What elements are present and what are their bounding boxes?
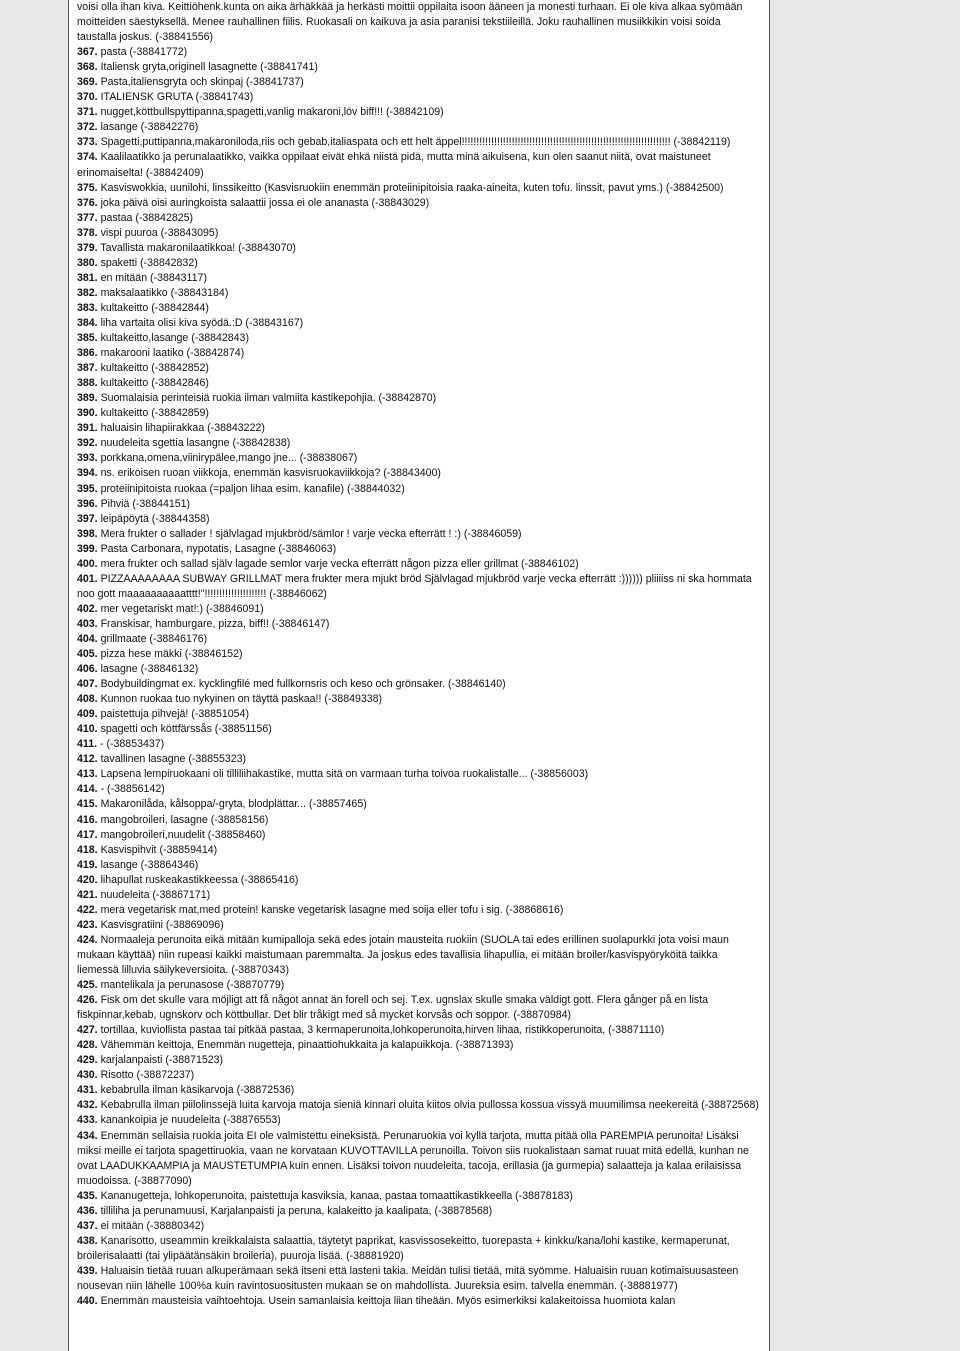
entry-text: Kasvisgratiini (-38869096) [97, 918, 224, 931]
entry-text: Kasvispihvit (-38859414) [97, 843, 218, 856]
entry-number: 380. [77, 256, 98, 269]
list-item [77, 1068, 762, 1083]
entry-text: tortillaa, kuviollista pastaa tai pitkää pastaa, 3 kermaperunoita,lohkoperunoita,hirven lihaa, ristikkoperunoita, (-38871110) [97, 1024, 665, 1037]
entry-number: 388. [77, 377, 98, 390]
list-item [77, 888, 762, 903]
entry-number: 416. [77, 813, 98, 826]
list-item [77, 1294, 762, 1309]
entry-number: 418. [77, 843, 98, 856]
entry-text: Pasta Carbonara, nypotatis, Lasagne (-38846063) [97, 542, 337, 555]
list-item [77, 1113, 762, 1128]
entry-text: kultakeitto (-38842844) [97, 301, 209, 314]
entry-text: Risotto (-38872237) [97, 1069, 195, 1082]
list-item [77, 196, 762, 211]
list-item [77, 497, 762, 512]
list-item [77, 271, 762, 286]
entry-text: ns. erikoisen ruoan viikkoja, enemmän kasvisruokaviikkoja? (-38843400) [97, 467, 441, 480]
entry-number: 429. [77, 1054, 98, 1067]
entry-number: 399. [77, 542, 98, 555]
list-item [77, 843, 762, 858]
entry-text: Franskisar, hamburgare, pizza, biff!! (-38846147) [97, 617, 330, 630]
entry-text: liha vartaita olisi kiva syödä.:D (-38843167) [97, 316, 304, 329]
entry-number: 400. [77, 557, 98, 570]
list-item [77, 256, 762, 271]
entry-text: - (-38856142) [97, 783, 165, 796]
list-item [77, 813, 762, 828]
entry-text: Spagetti,puttipanna,makaroniloda,riis och gebab,italiaspata och ett helt äppel!!!!!!!!!!!!!!!!!!!!!!!!!!!!!!!!!!!!!!!!!!!!!!!!!!!!!!!!!!!!!!!!!!!!!!! (-38842119) [97, 136, 731, 149]
entry-text: vispi puuroa (-38843095) [97, 226, 219, 239]
entry-number: 433. [77, 1114, 98, 1127]
entry-text: tilliliha ja perunamuusi, Karjalanpaisti ja peruna, kalakeitto ja kaalipata, (-38878568) [97, 1204, 493, 1217]
entry-number: 394. [77, 467, 98, 480]
entry-number: 377. [77, 211, 98, 224]
list-item [77, 647, 762, 662]
list-item [77, 45, 762, 60]
entry-text: kultakeitto (-38842859) [97, 407, 209, 420]
list-item [77, 767, 762, 782]
entry-text: tavallinen lasagne (-38855323) [97, 753, 247, 766]
entry-number: 397. [77, 512, 98, 525]
list-item [77, 211, 762, 226]
entry-number: 367. [77, 46, 98, 59]
entry-text: en mitään (-38843117) [97, 271, 207, 284]
entry-text: nugget,köttbullspyttipanna,spagetti,vanlig makaroni,löv biff!!! (-38842109) [97, 106, 444, 119]
list-item [77, 707, 762, 722]
entry-number: 406. [77, 663, 98, 676]
entry-text: mera vegetarisk mat,med protein! kanske vegetarisk lasagne med soija eller tofu i sig. (-38868616) [97, 903, 564, 916]
entry-text: lihapullat ruskeakastikkeessa (-38865416) [97, 873, 299, 886]
list-item [77, 1098, 762, 1113]
entry-text: joka päivä oisi auringkoista salaattii jossa ei ole ananasta (-38843029) [97, 196, 430, 209]
list-item [77, 572, 762, 602]
list-item [77, 918, 762, 933]
list-item [77, 406, 762, 421]
entry-number: 409. [77, 708, 98, 721]
entry-number: 395. [77, 482, 98, 495]
list-item [77, 797, 762, 812]
list-item [77, 1129, 762, 1189]
list-item [77, 1234, 762, 1264]
list-item [77, 1219, 762, 1234]
entry-text: proteiinipitoista ruokaa (=paljon lihaa esim. kanafile) (-38844032) [97, 482, 405, 495]
entry-number: 438. [77, 1234, 98, 1247]
list-item [77, 316, 762, 331]
list-item [77, 662, 762, 677]
entry-number: 422. [77, 903, 98, 916]
entry-text: Italiensk gryta,originell lasagnette (-38841741) [97, 61, 318, 74]
entry-text: paistettuja pihvejä! (-38851054) [97, 708, 249, 721]
list-item [77, 557, 762, 572]
entry-text: mangobroileri,nuudelit (-38858460) [97, 828, 266, 841]
list-item [77, 391, 762, 406]
entry-number: 385. [77, 332, 98, 345]
intro-paragraph: voisi olla ihan kiva. Keittiöhenk.kunta on aika ärhäkkää ja herkästi moittii oppilaita isoon ääneen ja monesti turhaan. Ei ole kiva alkaa syömään moitteiden säestyksellä. Menee rauhallinen fiilis. Ruokasali on kaikuva ja asia paranisi tekstiileillä. Joku rauhallinen musiikkikin voisi soida taustalla joskus. (-38841556) [77, 1, 743, 44]
entry-number: 408. [77, 693, 98, 706]
entry-number: 382. [77, 286, 98, 299]
entry-text: Kaalilaatikko ja perunalaatikko, vaikka oppilaat eivät ehkä niistä pidä, mutta minä aikuisena, kun olen saanut niitä, ovat maistuneet erinomaiselta! (-38842409) [77, 151, 711, 179]
entry-text: lasange (-38864346) [97, 858, 199, 871]
list-item [77, 90, 762, 105]
entry-number: 414. [77, 783, 98, 796]
entry-text: mangobroileri, lasagne (-38858156) [97, 813, 269, 826]
list-item [77, 181, 762, 196]
entry-number: 420. [77, 873, 98, 886]
entry-text: Kananugetteja, lohkoperunoita, paistettuja kasviksia, kanaa, pastaa tomaattikastikkeella (-38878183) [97, 1189, 573, 1202]
list-item [77, 602, 762, 617]
entry-number: 386. [77, 347, 98, 360]
entry-number: 373. [77, 136, 98, 149]
list-item [77, 226, 762, 241]
list-item [77, 512, 762, 527]
list-item [77, 421, 762, 436]
list-item [77, 482, 762, 497]
entry-text: mantelikala ja perunasose (-38870779) [97, 979, 285, 992]
entry-number: 374. [77, 151, 98, 164]
entry-number: 403. [77, 617, 98, 630]
entry-number: 393. [77, 452, 98, 465]
list-item [77, 903, 762, 918]
entry-text: pasta (-38841772) [97, 46, 188, 59]
entry-number: 431. [77, 1084, 98, 1097]
entry-number: 398. [77, 527, 98, 540]
entry-number: 426. [77, 994, 98, 1007]
entry-text: pizza hese mäkki (-38846152) [97, 648, 243, 661]
entry-number: 434. [77, 1129, 98, 1142]
list-item [77, 150, 762, 180]
entry-number: 412. [77, 753, 98, 766]
entry-text: PIZZAAAAAAAA SUBWAY GRILLMAT mera frukter mera mjukt bröd Självlagad mjukbröd varje vecka efterrätt :)))))) pliiiiss ni ska hommata noo gott maaaaaaaaaatttt!"!!!!!!!!!!!!!!!!!!!!! (-38846062) [77, 572, 752, 600]
list-item [77, 1189, 762, 1204]
entry-number: 392. [77, 437, 98, 450]
entry-number: 417. [77, 828, 98, 841]
entry-number: 415. [77, 798, 98, 811]
entry-number: 424. [77, 933, 98, 946]
entry-number: 440. [77, 1295, 98, 1308]
list-item [77, 346, 762, 361]
list-item [77, 241, 762, 256]
list-item [77, 286, 762, 301]
list-item [77, 1053, 762, 1068]
entry-text: nuudeleita (-38867171) [97, 888, 211, 901]
list-item [77, 722, 762, 737]
list-item [77, 993, 762, 1023]
entry-number: 419. [77, 858, 98, 871]
entry-text: spaketti (-38842832) [97, 256, 198, 269]
list-item [77, 752, 762, 767]
entry-text: Pihviä (-38844151) [97, 497, 191, 510]
entry-number: 369. [77, 76, 98, 89]
entry-number: 371. [77, 106, 98, 119]
list-item [77, 858, 762, 873]
entry-text: kanankoipia je nuudeleita (-38876553) [97, 1114, 281, 1127]
entry-number: 402. [77, 602, 98, 615]
list-item [77, 873, 762, 888]
entry-text: ITALIENSK GRUTA (-38841743) [97, 91, 254, 104]
entry-number: 372. [77, 121, 98, 134]
entry-number: 435. [77, 1189, 98, 1202]
entry-number: 383. [77, 301, 98, 314]
list-item [77, 1023, 762, 1038]
entry-number: 439. [77, 1264, 98, 1277]
list-item [77, 737, 762, 752]
entry-number: 401. [77, 572, 98, 585]
entry-number: 432. [77, 1099, 98, 1112]
entry-text: spagetti och köttfärssås (-38851156) [97, 723, 272, 736]
list-item [77, 451, 762, 466]
entry-text: Kunnon ruokaa tuo nykyinen on täyttä paskaa!! (-38849338) [97, 693, 383, 706]
entry-number: 370. [77, 91, 98, 104]
entry-text: lasange (-38842276) [97, 121, 199, 134]
list-item [77, 933, 762, 978]
entry-text: Lapsena lempiruokaani oli tilliliihakastike, mutta sitä on varmaan turha toivoa ruokalistalle... (-38856003) [97, 768, 589, 781]
entry-number: 368. [77, 61, 98, 74]
entry-text: Enemmän sellaisia ruokia joita EI ole valmistettu eineksistä. Perunaruokia voi kyllä tarjota, mutta pitää olla PAREMPIA perunoita! Lisäksi miksi meille ei tarjota spagettiruokia, vaan ne korvataan KUVOTTAVILLA perunoilla. Toivon siis ruokalistaan samat ruuat mitä edellä, kunhan ne ovat LAADUKKAAMPIA ja MAUSTETUMPIA kuin ennen. Lisäksi toivon nuudeleita, tacoja, erillasia (ja gurmepia) salaatteja ja kalaa erilaisissa muodoissa. (-38877090) [77, 1129, 749, 1187]
entry-text: pastaa (-38842825) [97, 211, 194, 224]
entry-text: Kebabrulla ilman piilolinssejä luita karvoja matoja sieniä kinnari oluita kiitos olvia pullossa kossua vissyä muumilimsa neekereitä (-38872568) [97, 1099, 759, 1112]
entry-text: Makaronilåda, kålsoppa/-gryta, blodplättar... (-38857465) [97, 798, 367, 811]
entry-text: Normaaleja perunoita eikä mitään kumipalloja sekä edes jotain mausteita ruokiin (SUOLA tai edes erillinen suolapurkki jota voisi maun mukaan käyttää) niin rupeasi kaikki maistumaan paremmalta. Ja joskus edes tavallisia lihapullia, ei mitään broiler/kasvispyöryköitä taikka liemessä lilluvia säilykeversioita. (-38870343) [77, 933, 729, 976]
entry-text: ei mitään (-38880342) [97, 1219, 205, 1232]
entry-text: Suomalaisia perinteisiä ruokia ilman valmiita kastikepohjia. (-38842870) [97, 392, 437, 405]
list-item [77, 105, 762, 120]
entry-number: 381. [77, 271, 98, 284]
entry-text: kultakeitto (-38842852) [97, 362, 209, 375]
list-item [77, 1038, 762, 1053]
list-item [77, 466, 762, 481]
entry-number: 396. [77, 497, 98, 510]
entry-text: kultakeitto,lasange (-38842843) [97, 332, 249, 345]
entry-text: nuudeleita sgettia lasangne (-38842838) [97, 437, 291, 450]
entry-text: karjalanpaisti (-38871523) [97, 1054, 224, 1067]
list-item [77, 75, 762, 90]
entry-text: Vähemmän keittoja, Enemmän nugetteja, pinaattiohukkaita ja kalapuikkoja. (-38871393) [97, 1039, 514, 1052]
entry-number: 410. [77, 723, 98, 736]
entry-number: 427. [77, 1024, 98, 1037]
entry-number: 430. [77, 1069, 98, 1082]
entry-text: porkkana,omena,viinirypälee,mango jne... (-38838067) [97, 452, 358, 465]
entry-text: mera frukter och sallad själv lagade semlor varje vecka efterrätt någon pizza eller grillmat (-38846102) [97, 557, 579, 570]
entry-number: 423. [77, 918, 98, 931]
entry-text: Enemmän mausteisia vaihtoehtoja. Usein samanlaisia keittoja liian tiheään. Myös esimerkiksi kalakeitoissa huomiota kalan [97, 1295, 676, 1308]
list-item [77, 60, 762, 75]
entry-number: 404. [77, 632, 98, 645]
entry-number: 428. [77, 1039, 98, 1052]
entry-text: Fisk om det skulle vara möjligt att få något annat än forell och sej. T.ex. ugnslax skulle smaka väldigt gott. Flera gånger på en lista fiskpinnar,kebab, ugnskorv och köttbullar. Det blir tråkigt med så mycket korvsås och soppor. (-38870984) [77, 994, 709, 1022]
entry-text: lasagne (-38846132) [97, 663, 199, 676]
entry-text: maksalaatikko (-38843184) [97, 286, 229, 299]
entry-text: - (-38853437) [97, 738, 165, 751]
entry-number: 389. [77, 392, 98, 405]
list-item [77, 632, 762, 647]
list-item [77, 677, 762, 692]
entry-text: Haluaisin tietää ruuan alkuperämaan sekä itseni että lasteni takia. Meidän tulisi tietää, mitä syömme. Haluaisin ruuan kotimaisuusasteen nousevan niin lähelle 100%a kuin ravintosuositusten mukaan se on mahdollista. Juureksia esim. talvella enemmän. (-38881977) [77, 1264, 739, 1292]
entry-number: 384. [77, 316, 98, 329]
entry-number: 405. [77, 648, 98, 661]
list-item [77, 692, 762, 707]
list-item [77, 1083, 762, 1098]
list-item [77, 1204, 762, 1219]
list-item [77, 617, 762, 632]
entry-number: 411. [77, 738, 98, 751]
list-item [77, 436, 762, 451]
entry-number: 387. [77, 362, 98, 375]
entry-text: Bodybuildingmat ex. kycklingfilé med fullkornsris och keso och grönsaker. (-38846140) [97, 678, 506, 691]
list-item [77, 782, 762, 797]
entry-text: leipäpöytä (-38844358) [97, 512, 210, 525]
entry-number: 376. [77, 196, 98, 209]
entry-text: haluaisin lihapiirakkaa (-38843222) [97, 422, 265, 435]
list-item [77, 376, 762, 391]
entry-text: Tavallista makaronilaatikkoa! (-38843070) [97, 241, 296, 254]
entry-text: Kanarisotto, useammin kreikkalaista salaattia, täytetyt paprikat, kasvissosekeitto, tuorepasta + kinkku/kana/lohi kastike, kermaperunat, broilerisalaatti (tai ylipäätänsäkin broileria), puuroja lisää. (-38881920) [77, 1234, 730, 1262]
entry-number: 375. [77, 181, 98, 194]
entry-text: Mera frukter o sallader ! självlagad mjukbröd/sämlor ! varje vecka efterrätt ! :) (-38846059) [97, 527, 522, 540]
entry-text: Pasta,italiensgryta och skinpaj (-38841737) [97, 76, 304, 89]
entry-number: 436. [77, 1204, 98, 1217]
entry-number: 413. [77, 768, 98, 781]
list-item [77, 1264, 762, 1294]
entry-number: 391. [77, 422, 98, 435]
list-item [77, 361, 762, 376]
list-item [77, 527, 762, 542]
list-item [77, 828, 762, 843]
entry-text: makarooni laatiko (-38842874) [97, 347, 245, 360]
entry-number: 421. [77, 888, 98, 901]
entry-number: 379. [77, 241, 98, 254]
list-item [77, 120, 762, 135]
entry-text: mer vegetariskt mat!:) (-38846091) [97, 602, 264, 615]
entry-text: Kasviswokkia, uunilohi, linssikeitto (Kasvisruokiin enemmän proteiinipitoisia raaka-aineita, kuten tofu. linssit, pavut yms.) (-38842500) [97, 181, 724, 194]
list-item [77, 331, 762, 346]
entry-number: 437. [77, 1219, 98, 1232]
entry-text: grillmaate (-38846176) [97, 632, 208, 645]
survey-response-list [69, 0, 769, 1309]
entry-text: kebabrulla ilman käsikarvoja (-38872536) [97, 1084, 295, 1097]
list-item [77, 978, 762, 993]
list-item [77, 542, 762, 557]
document-page [68, 0, 770, 1351]
entry-number: 407. [77, 678, 98, 691]
entry-text: kultakeitto (-38842846) [97, 377, 209, 390]
entry-number: 425. [77, 979, 98, 992]
list-item [77, 135, 762, 150]
entry-list [77, 45, 762, 1309]
list-item [77, 301, 762, 316]
entry-number: 378. [77, 226, 98, 239]
entry-number: 390. [77, 407, 98, 420]
